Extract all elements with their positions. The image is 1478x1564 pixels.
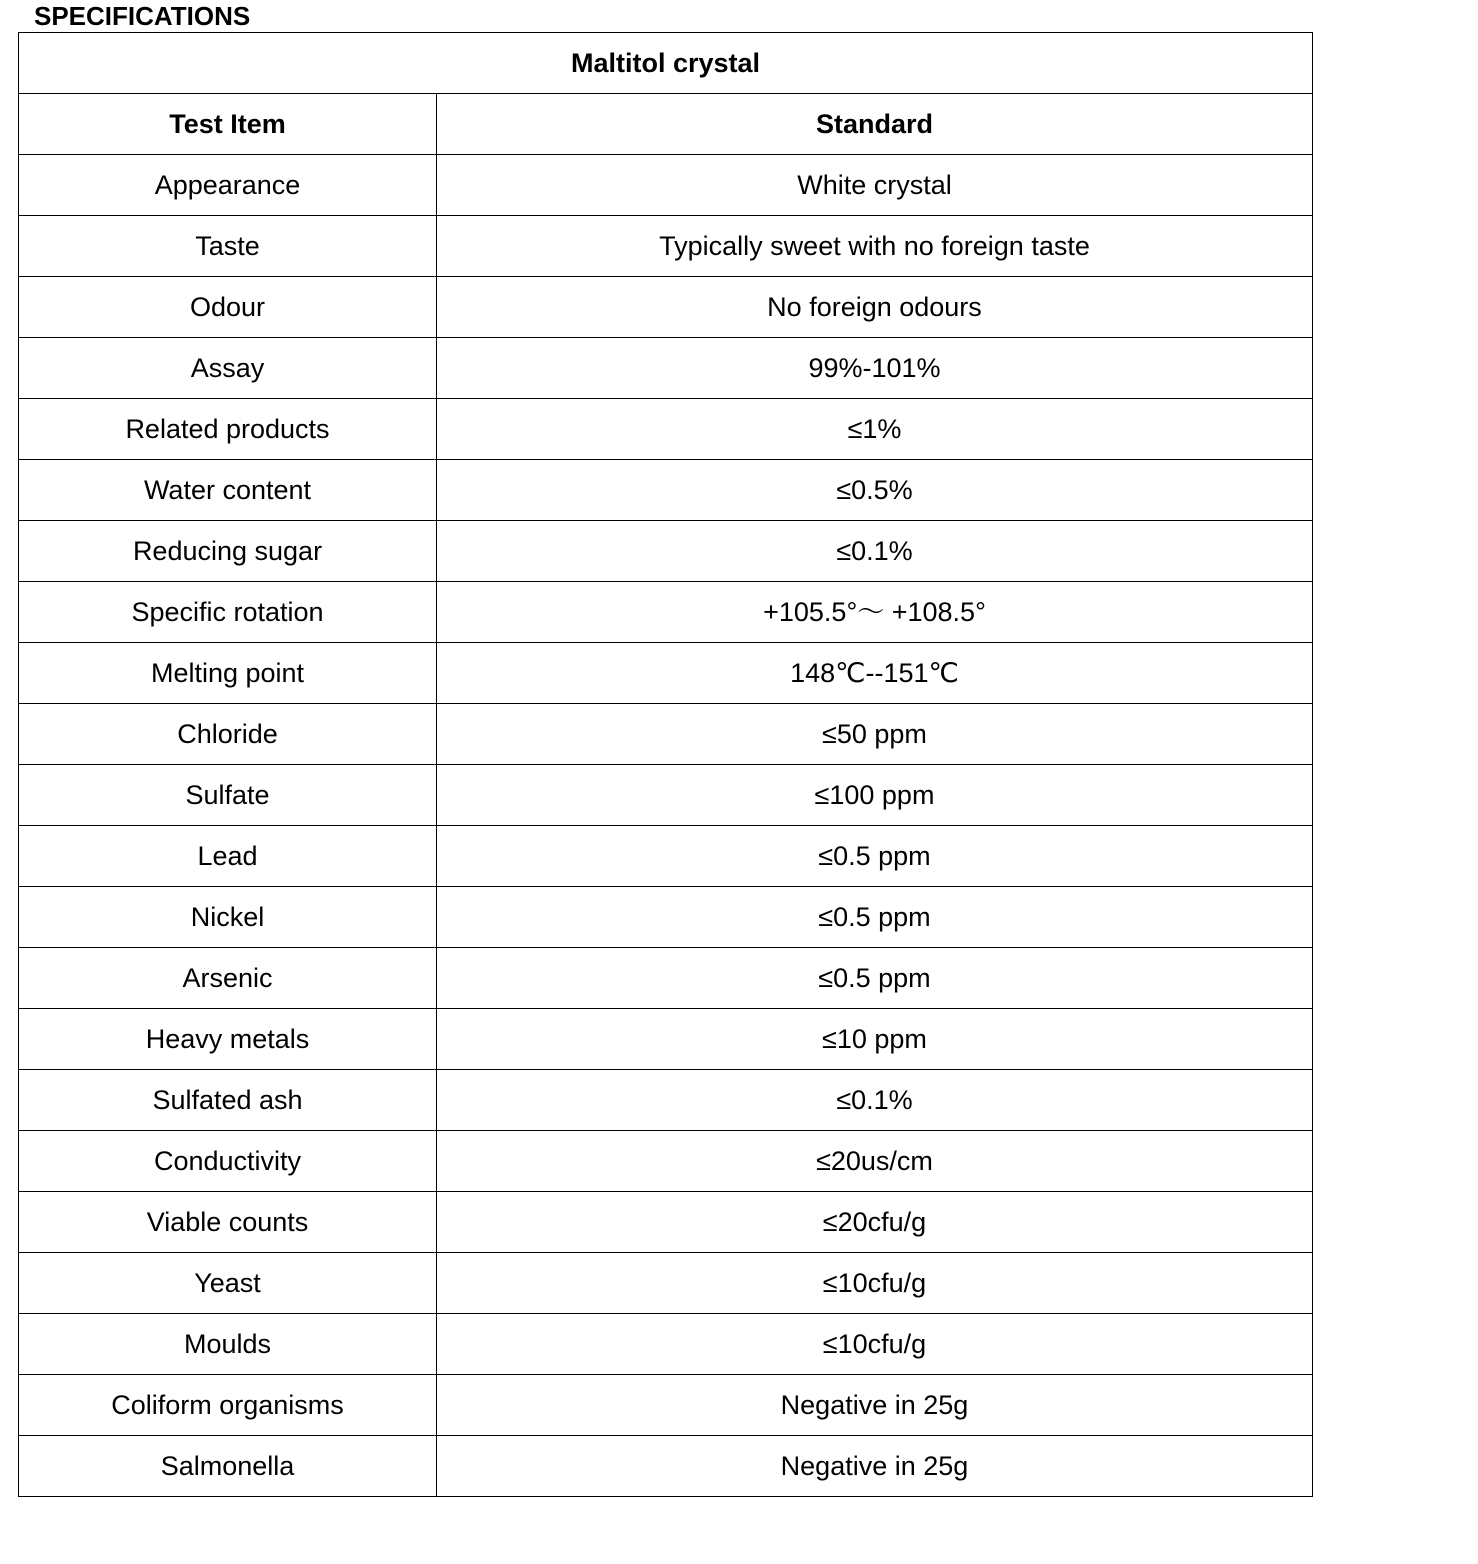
test-item-cell: Heavy metals: [19, 1009, 437, 1070]
test-item-cell: Water content: [19, 460, 437, 521]
standard-cell: Negative in 25g: [437, 1436, 1313, 1497]
table-row: [19, 826, 1313, 887]
test-item-cell: Related products: [19, 399, 437, 460]
table-title-row: [19, 33, 1313, 94]
standard-cell: +105.5°～ +108.5°: [437, 582, 1313, 643]
standard-cell: ≤10cfu/g: [437, 1314, 1313, 1375]
test-item-cell: Arsenic: [19, 948, 437, 1009]
table-row: [19, 1314, 1313, 1375]
standard-cell: ≤0.5 ppm: [437, 948, 1313, 1009]
table-row: [19, 1375, 1313, 1436]
test-item-cell: Chloride: [19, 704, 437, 765]
table-row: [19, 1436, 1313, 1497]
standard-cell: ≤20us/cm: [437, 1131, 1313, 1192]
test-item-cell: Sulfate: [19, 765, 437, 826]
table-row: [19, 1192, 1313, 1253]
test-item-cell: Sulfated ash: [19, 1070, 437, 1131]
test-item-cell: Nickel: [19, 887, 437, 948]
standard-cell: 148℃--151℃: [437, 643, 1313, 704]
table-row: [19, 704, 1313, 765]
section-heading: SPECIFICATIONS: [34, 1, 251, 31]
test-item-cell: Salmonella: [19, 1436, 437, 1497]
table-row: [19, 1253, 1313, 1314]
test-item-cell: Lead: [19, 826, 437, 887]
test-item-cell: Taste: [19, 216, 437, 277]
table-row: [19, 521, 1313, 582]
standard-cell: ≤10cfu/g: [437, 1253, 1313, 1314]
standard-cell: ≤0.1%: [437, 521, 1313, 582]
table-row: [19, 643, 1313, 704]
standard-cell: Negative in 25g: [437, 1375, 1313, 1436]
standard-cell: ≤0.1%: [437, 1070, 1313, 1131]
table-row: [19, 216, 1313, 277]
specifications-table: [18, 32, 1313, 1497]
test-item-cell: Odour: [19, 277, 437, 338]
table-row: [19, 948, 1313, 1009]
standard-cell: ≤20cfu/g: [437, 1192, 1313, 1253]
test-item-cell: Melting point: [19, 643, 437, 704]
standard-cell: ≤100 ppm: [437, 765, 1313, 826]
table-body: [19, 155, 1313, 1497]
table-row: [19, 155, 1313, 216]
table-row: [19, 582, 1313, 643]
table-row: [19, 399, 1313, 460]
test-item-cell: Assay: [19, 338, 437, 399]
standard-cell: ≤50 ppm: [437, 704, 1313, 765]
standard-cell: ≤0.5 ppm: [437, 826, 1313, 887]
table-row: [19, 887, 1313, 948]
test-item-cell: Viable counts: [19, 1192, 437, 1253]
test-item-cell: Yeast: [19, 1253, 437, 1314]
table-header-row: [19, 94, 1313, 155]
standard-cell: No foreign odours: [437, 277, 1313, 338]
test-item-cell: Appearance: [19, 155, 437, 216]
table-row: [19, 338, 1313, 399]
table-row: [19, 1009, 1313, 1070]
table-row: [19, 1070, 1313, 1131]
test-item-cell: Specific rotation: [19, 582, 437, 643]
standard-cell: ≤10 ppm: [437, 1009, 1313, 1070]
table-row: [19, 277, 1313, 338]
standard-cell: 99%-101%: [437, 338, 1313, 399]
table-row: [19, 1131, 1313, 1192]
standard-cell: Typically sweet with no foreign taste: [437, 216, 1313, 277]
table-row: [19, 460, 1313, 521]
table-row: [19, 765, 1313, 826]
test-item-cell: Coliform organisms: [19, 1375, 437, 1436]
standard-cell: ≤0.5%: [437, 460, 1313, 521]
test-item-cell: Moulds: [19, 1314, 437, 1375]
standard-cell: ≤1%: [437, 399, 1313, 460]
column-header-standard: Standard: [437, 94, 1313, 155]
test-item-cell: Conductivity: [19, 1131, 437, 1192]
standard-cell: ≤0.5 ppm: [437, 887, 1313, 948]
table-title: Maltitol crystal: [19, 33, 1313, 94]
standard-cell: White crystal: [437, 155, 1313, 216]
test-item-cell: Reducing sugar: [19, 521, 437, 582]
column-header-test-item: Test Item: [19, 94, 437, 155]
